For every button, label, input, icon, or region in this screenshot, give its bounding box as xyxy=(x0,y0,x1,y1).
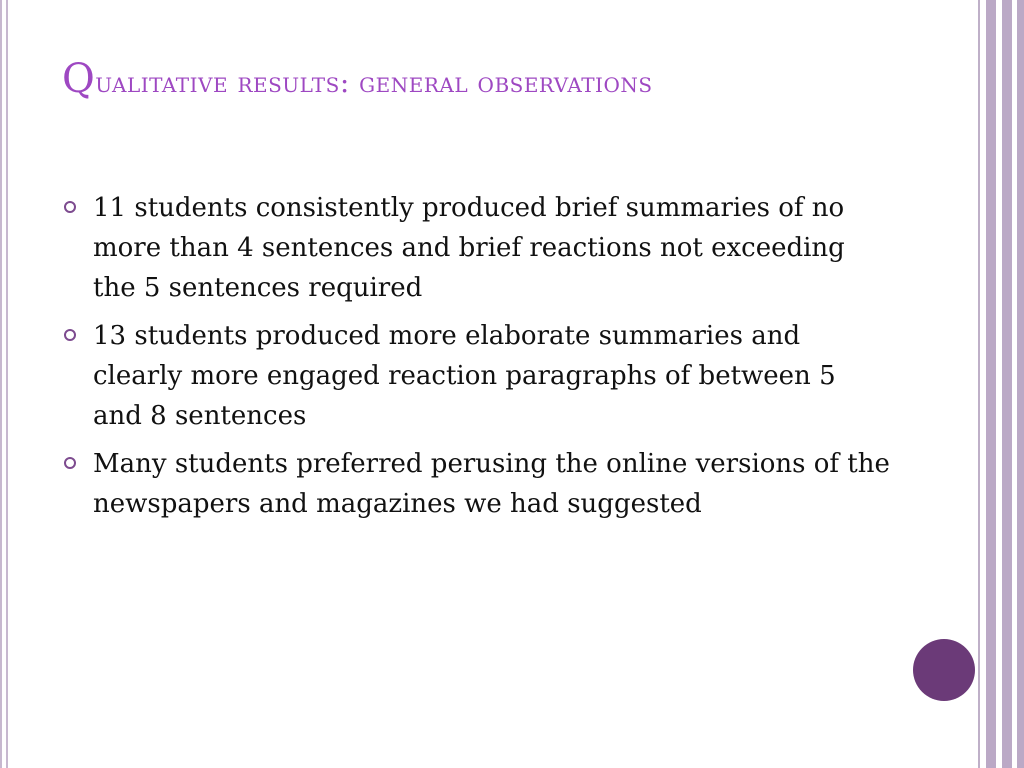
bullet-item xyxy=(62,188,892,308)
left-border-line xyxy=(6,0,8,768)
bullet-circle-icon xyxy=(64,201,76,213)
bullet-circle-icon xyxy=(64,329,76,341)
decorative-circle xyxy=(913,639,975,701)
left-border-line xyxy=(0,0,2,768)
slide-title-initial: Q xyxy=(62,56,96,102)
slide-title-rest: ualitative results: general observations xyxy=(95,66,653,99)
slide-title xyxy=(62,52,942,106)
bullet-item xyxy=(62,316,892,436)
bullet-item xyxy=(62,444,892,524)
bullet-circle-icon xyxy=(64,457,76,469)
right-stripe xyxy=(978,0,986,768)
right-stripe xyxy=(1017,0,1024,768)
bullet-text: Many students preferred perusing the online versions of the newspapers and magazines we had suggested xyxy=(93,449,890,519)
bullet-list xyxy=(62,188,892,532)
right-stripe xyxy=(986,0,996,768)
right-stripe xyxy=(1002,0,1012,768)
bullet-text: 11 students consistently produced brief summaries of no more than 4 sentences and brief reactions not exceeding the 5 sentences required xyxy=(93,193,845,303)
bullet-text: 13 students produced more elaborate summaries and clearly more engaged reaction paragraphs of between 5 and 8 sentences xyxy=(93,321,836,431)
